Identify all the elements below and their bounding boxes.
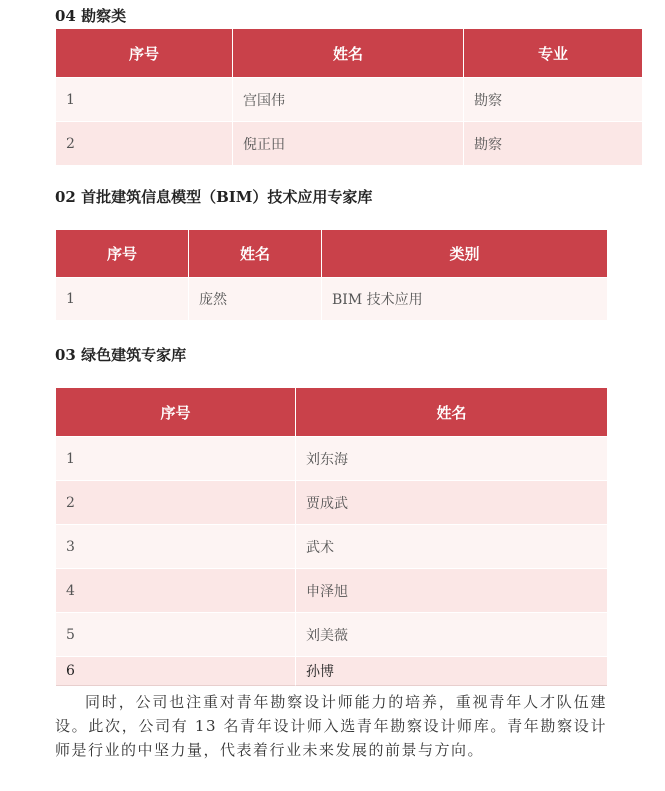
header-category: 类别 bbox=[322, 230, 607, 277]
cell-index: 2 bbox=[56, 480, 296, 524]
cell-name: 刘美薇 bbox=[296, 612, 607, 656]
cell-name: 贾成武 bbox=[296, 480, 607, 524]
cell-name: 倪正田 bbox=[233, 121, 464, 165]
cell-index: 4 bbox=[56, 568, 296, 612]
cell-index: 1 bbox=[56, 436, 296, 480]
header-index: 序号 bbox=[56, 388, 296, 436]
cell-name: 孙博 bbox=[296, 656, 607, 686]
table-row bbox=[56, 121, 642, 165]
body-paragraph: 同时，公司也注重对青年勘察设计师能力的培养，重视青年人才队伍建设。此次，公司有 13 名青年设计师入选青年勘察设计师库。青年勘察设计师是行业的中坚力量，代表着行业未来发展的前景与方向。 bbox=[55, 693, 607, 759]
table-row bbox=[56, 77, 642, 121]
table-row bbox=[56, 656, 607, 686]
table-row bbox=[56, 277, 607, 320]
survey-experts-table bbox=[56, 29, 642, 165]
header-name: 姓名 bbox=[296, 388, 607, 436]
table-row bbox=[56, 612, 607, 656]
table-row bbox=[56, 480, 607, 524]
cell-index: 2 bbox=[56, 121, 233, 165]
cell-name: 宫国伟 bbox=[233, 77, 464, 121]
table-header-row bbox=[56, 230, 607, 277]
cell-index: 5 bbox=[56, 612, 296, 656]
table-header-row bbox=[56, 388, 607, 436]
bim-experts-table bbox=[56, 230, 607, 320]
cell-index: 3 bbox=[56, 524, 296, 568]
header-index: 序号 bbox=[56, 29, 233, 77]
header-index: 序号 bbox=[56, 230, 189, 277]
cell-name: 庞然 bbox=[189, 277, 322, 320]
green-building-experts-table bbox=[56, 388, 607, 686]
cell-index: 1 bbox=[56, 277, 189, 320]
table-row bbox=[56, 524, 607, 568]
section-title-survey: 04 勘察类 bbox=[55, 7, 127, 25]
cell-name: 刘东海 bbox=[296, 436, 607, 480]
cell-category: BIM 技术应用 bbox=[322, 277, 607, 320]
table-row bbox=[56, 568, 607, 612]
table-row bbox=[56, 436, 607, 480]
section-title-green-building: 03 绿色建筑专家库 bbox=[55, 346, 187, 364]
header-name: 姓名 bbox=[233, 29, 464, 77]
cell-name: 申泽旭 bbox=[296, 568, 607, 612]
cell-index: 6 bbox=[56, 656, 296, 686]
header-specialty: 专业 bbox=[464, 29, 642, 77]
cell-name: 武术 bbox=[296, 524, 607, 568]
cell-specialty: 勘察 bbox=[464, 77, 642, 121]
cell-index: 1 bbox=[56, 77, 233, 121]
cell-specialty: 勘察 bbox=[464, 121, 642, 165]
table-header-row bbox=[56, 29, 642, 77]
header-name: 姓名 bbox=[189, 230, 322, 277]
section-title-bim: 02 首批建筑信息模型（BIM）技术应用专家库 bbox=[55, 188, 373, 206]
